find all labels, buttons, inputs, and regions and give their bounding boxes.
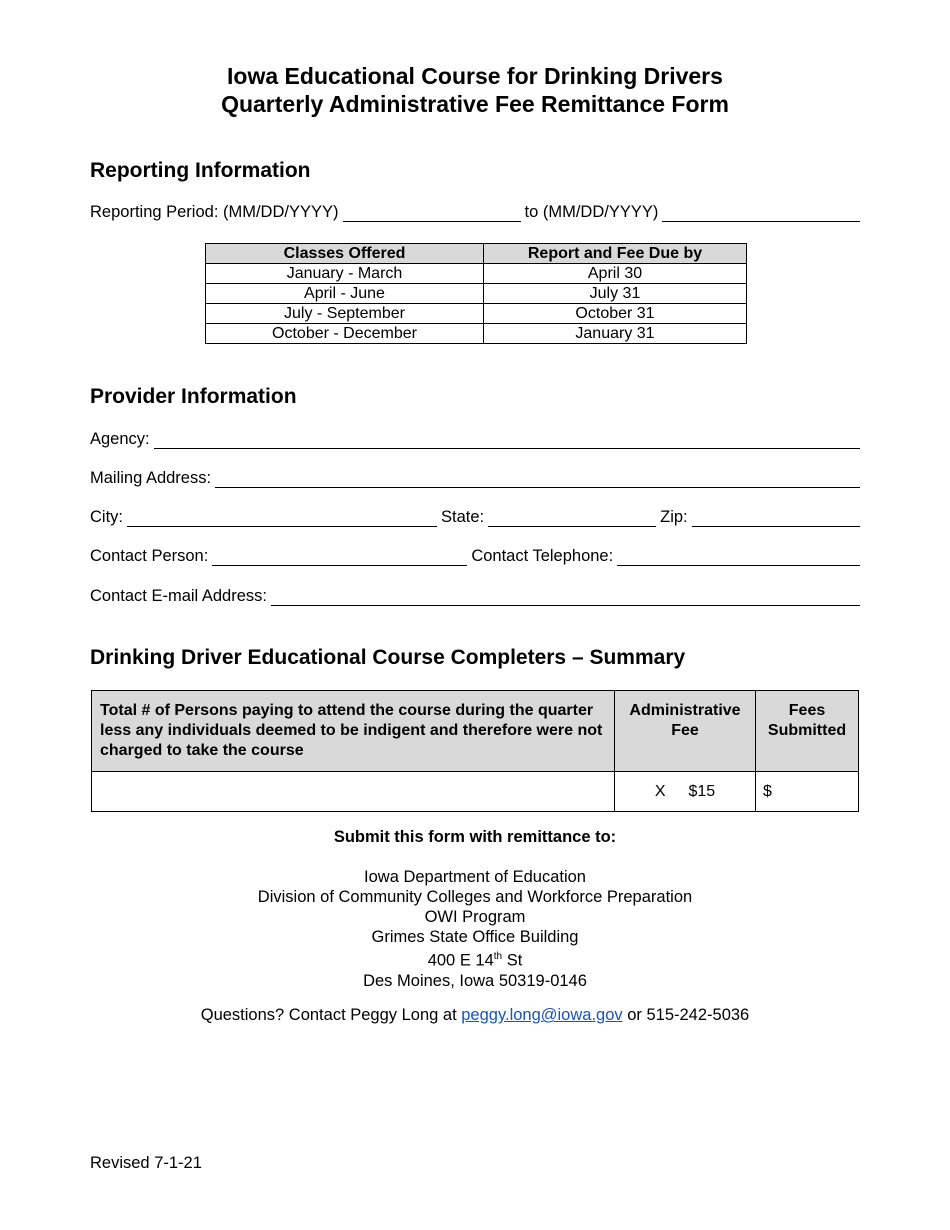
admin-fee-cell: [615, 772, 756, 812]
table-row: [92, 772, 859, 812]
agency-field[interactable]: [154, 432, 860, 449]
contact-person-field[interactable]: [212, 549, 467, 566]
submit-heading: Submit this form with remittance to:: [333, 828, 617, 846]
period-to-field[interactable]: [662, 205, 860, 222]
state-field[interactable]: [488, 510, 656, 527]
address-line: Iowa Department of Education: [364, 868, 586, 886]
agency-row: [90, 430, 860, 449]
address-line: Division of Community Colleges and Workforce Preparation: [257, 888, 693, 906]
contact-phone-field[interactable]: [617, 549, 860, 566]
contact-row: [90, 547, 860, 566]
dollar-sign: $: [763, 782, 772, 800]
table-row: [206, 284, 747, 304]
period-from-field[interactable]: [343, 205, 521, 222]
zip-field[interactable]: [692, 510, 860, 527]
contact-email-row: [90, 587, 860, 606]
mailing-row: [90, 469, 860, 488]
mailing-address-block: [90, 867, 860, 991]
agency-label: Agency:: [90, 430, 150, 448]
schedule-cell: January - March: [206, 264, 484, 284]
schedule-cell: October - December: [206, 324, 484, 344]
address-line: OWI Program: [424, 908, 526, 926]
table-row: [206, 324, 747, 344]
questions-line: Questions? Contact Peggy Long at peggy.long@iowa.gov or 515-242-5036: [200, 1006, 750, 1024]
revised-date: Revised 7-1-21: [90, 1154, 202, 1172]
period-to-label: to (MM/DD/YYYY): [524, 203, 659, 221]
address-line: Des Moines, Iowa 50319-0146: [363, 971, 587, 990]
summary-heading: Drinking Driver Educational Course Completers – Summary: [90, 646, 686, 669]
address-line: Grimes State Office Building: [371, 928, 579, 946]
title-line-1: Iowa Educational Course for Drinking Drivers: [227, 63, 723, 89]
multiplier-sign: X: [654, 782, 666, 800]
schedule-header-due: Report and Fee Due by: [484, 244, 747, 264]
contact-email-label: Contact E-mail Address:: [90, 587, 267, 605]
fee-amount: $15: [688, 782, 716, 800]
schedule-table: [205, 243, 747, 344]
contact-phone-label: Contact Telephone:: [471, 547, 614, 565]
contact-email-field[interactable]: [271, 589, 860, 606]
schedule-cell: October 31: [484, 304, 747, 324]
provider-heading: Provider Information: [90, 385, 297, 408]
reporting-period-row: [90, 203, 860, 222]
reporting-heading: Reporting Information: [90, 159, 311, 182]
mailing-field[interactable]: [215, 471, 860, 488]
schedule-cell: January 31: [484, 324, 747, 344]
city-state-zip-row: [90, 508, 860, 527]
contact-email-link[interactable]: peggy.long@iowa.gov: [461, 1006, 623, 1024]
summary-header-fees-submitted: Fees Submitted: [756, 691, 859, 772]
persons-count-field[interactable]: [92, 772, 615, 812]
contact-person-label: Contact Person:: [90, 547, 209, 565]
city-field[interactable]: [127, 510, 437, 527]
state-label: State:: [441, 508, 485, 526]
summary-header-persons: Total # of Persons paying to attend the course during the quarter less any individuals deemed to be indigent and therefore were not charged to take the course: [92, 691, 615, 772]
form-title: [90, 62, 860, 118]
schedule-cell: July 31: [484, 284, 747, 304]
summary-table: [91, 690, 859, 812]
summary-header-admin-fee: Administrative Fee: [615, 691, 756, 772]
schedule-cell: April - June: [206, 284, 484, 304]
schedule-cell: July - September: [206, 304, 484, 324]
form-page: [90, 0, 860, 1230]
mailing-label: Mailing Address:: [90, 469, 212, 487]
schedule-header-classes: Classes Offered: [206, 244, 484, 264]
fees-submitted-field[interactable]: [756, 772, 859, 812]
table-row: [206, 304, 747, 324]
address-street: 400 E 14th St: [427, 951, 523, 970]
title-line-2: Quarterly Administrative Fee Remittance Form: [221, 91, 729, 117]
table-row: [206, 264, 747, 284]
period-from-label: Reporting Period: (MM/DD/YYYY): [90, 203, 339, 221]
city-label: City:: [90, 508, 123, 526]
schedule-cell: April 30: [484, 264, 747, 284]
zip-label: Zip:: [660, 508, 688, 526]
